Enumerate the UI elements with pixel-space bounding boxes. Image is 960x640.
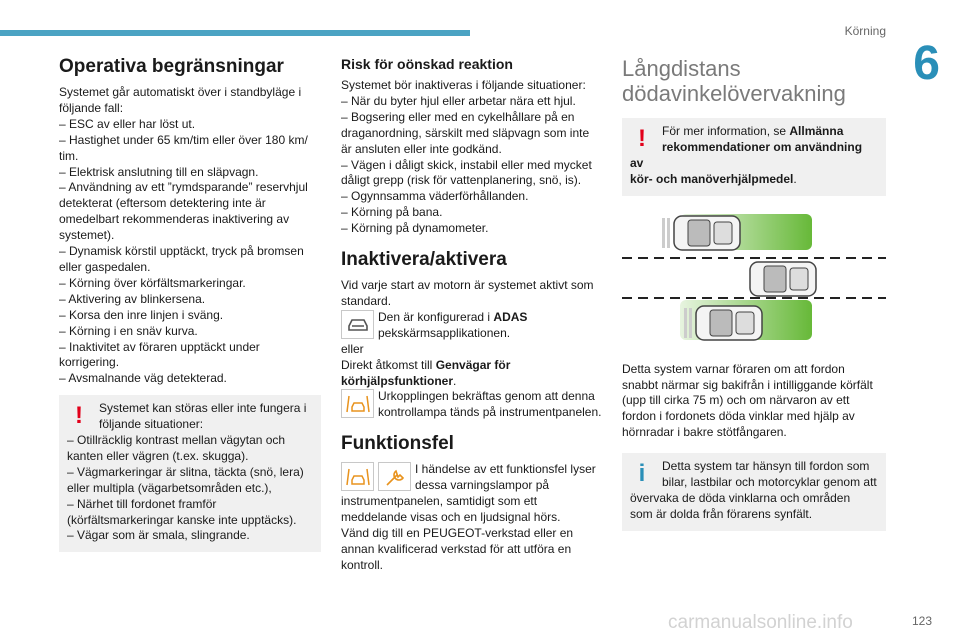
blind-spot-text: Detta system varnar föraren om att fordon snabbt närmar sig bakifrån i intilliggande körfält (upp till cirka 75 m) och om närvaron av ett fordon i fordonets döda vinklar med hjälp av hörnradar i bakre stötfångaren. (622, 361, 873, 440)
column-blind-spot (622, 56, 886, 531)
lane-warning-icon (341, 389, 374, 418)
blind-spot-diagram (622, 212, 886, 348)
header-accent-bar (0, 30, 470, 36)
page-number: 123 (911, 614, 932, 628)
heading-malfunction: Funktionsfel (341, 433, 454, 455)
exclamation-icon: ! (638, 125, 646, 152)
exclamation-icon: ! (75, 402, 83, 430)
warning-note-disturbance: ! Systemet kan störas eller inte fungera i följande situationer: – Otillräcklig kontrast mellan vägytan och kanten eller vägren (t.ex. skugga). – Vägmarkeringar är slitna, täckta (snö, lera) eller multipla (vägarbetsområden etc.), – Närhet till fordonet framför (körfältsmarkeringar kanske inte upptäcks). – Vägar som är smala, slingrande. (59, 395, 321, 552)
info-icon: i (638, 460, 646, 488)
warning-note-more-info: ! För mer information, se Allmänna rekommendationer om användning av kör- och manöverhjälpmedel. (622, 118, 886, 196)
column-risk-toggle-fault: Risk för oönskad reaktion Systemet bör inaktiveras i följande situationer: – När du byter hjul eller arbetar nära ett hjul. – Bogsering eller med en cykelhållare på en draganordning, särskilt med släpvagn som inte är ansluten eller inte godkänd. – Vägen i dåligt skick, instabil eller med mycket dåligt grepp (risk för vattenplanering, snö, is). – Ogynnsamma väderförhållanden. – Körning på bana. – Körning på dynamometer. Inaktivera/aktivera Vid varje start av motorn är systemet aktivt som standard. Den är konfigurerad i ADAS pekskärmsapplikationen. eller Direkt åtkomst till Genvägar för körhjälpsfunktioner. Urkopplingen bekräftas genom att denna kontrollampa tänds på instrumentpanelen. Funktionsfel I händelse av ett funktionsfel lyser dessa varningslampor på instrumentpanelen, samtidigt som ett meddelande visas och en ljudsignal hörs. Vänd dig till en PEUGEOT-verkstad eller en annan kvalificerad verkstad för att utföra en kontroll. (341, 56, 602, 572)
column-operating-limits (59, 56, 321, 552)
lane-warning-icon (341, 462, 374, 491)
heading-deactivate-activate: Inaktivera/aktivera (341, 249, 507, 271)
config-row: Den är konfigurerad i ADAS pekskärmsapplikationen. (341, 310, 603, 342)
car-top-upper (662, 216, 740, 250)
risk-text: Systemet bör inaktiveras i följande situationer: – När du byter hjul eller arbetar nära ett hjul. – Bogsering eller med en cykelhållare på en draganordning, särskilt med släpvagn som inte är ansluten eller inte godkänd. – Vägen i dåligt skick, instabil eller med mycket dåligt grepp (risk för vattenplanering, snö, is). – Ogynnsamma väderförhållanden. – Körning på bana. – Körning på dynamometer. (341, 78, 592, 236)
confirm-row: Urkopplingen bekräftas genom att denna kontrollampa tänds på instrumentpanelen. (341, 389, 603, 421)
blind-spot-illustration (622, 212, 886, 348)
section-title: Körning (844, 24, 886, 38)
chapter-number: 6 (913, 37, 940, 90)
fault-row: I händelse av ett funktionsfel lyser dessa varningslampor på (341, 462, 603, 494)
limits-text: Systemet går automatiskt över i standbyläge i följande fall: – ESC av eller har löst ut. – Hastighet under 65 km/tim eller över 180 km/ tim. – Elektrisk anslutning till en släpvagn. – Användning av ett ”rymdsparande” reservhjul detekterat (eftersom detektering inte är omedelbart rekommenderas inaktivering av systemet). – Dynamisk körstil upptäckt, tryck på bromsen eller gaspedalen. – Körning över körfältsmarkeringar. – Aktivering av blinkersena. – Korsa den inre linjen i sväng. – Körning i en snäv kurva. – Inaktivitet av föraren upptäckt under korrigering. – Avsmalnande väg detekterad. (59, 85, 308, 386)
heading-blind-spot: Långdistans dödavinkelövervakning (622, 56, 846, 106)
heading-unwanted-reaction: Risk för oönskad reaktion (341, 56, 513, 72)
info-note-vehicles: i Detta system tar hänsyn till fordon som bilar, lastbilar och motorcyklar genom att övervaka de döda vinklarna och områden som är dolda från förarens synfält. (622, 453, 886, 531)
car-top-ego (750, 262, 816, 296)
watermark: carmanualsonline.info (668, 612, 853, 633)
car-outline-icon (341, 310, 374, 339)
wrench-icon (378, 462, 411, 491)
heading-operating-limits: Operativa begränsningar (59, 56, 284, 77)
